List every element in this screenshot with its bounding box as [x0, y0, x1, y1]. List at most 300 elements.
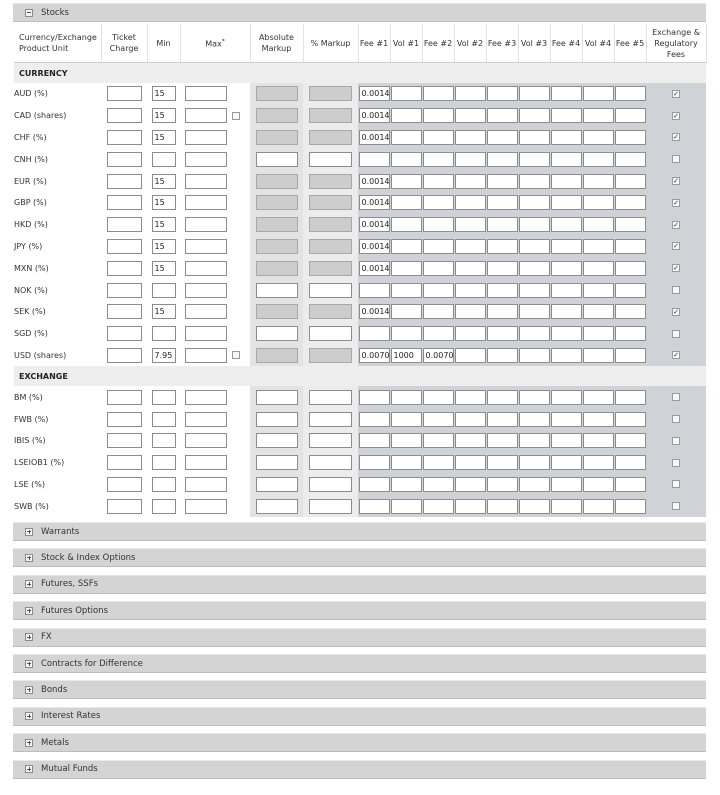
- pct-markup-input[interactable]: [309, 477, 352, 492]
- regulatory-fees-checkbox[interactable]: [672, 330, 680, 338]
- regulatory-fees-checkbox[interactable]: [672, 437, 680, 445]
- vol4-input[interactable]: [583, 152, 614, 167]
- max-input[interactable]: [185, 348, 227, 363]
- vol2-input[interactable]: [455, 390, 486, 405]
- vol3-input[interactable]: [519, 390, 550, 405]
- vol1-input[interactable]: [391, 304, 422, 319]
- vol3-input[interactable]: [519, 174, 550, 189]
- vol2-input[interactable]: [455, 433, 486, 448]
- ticket-charge-input[interactable]: [107, 455, 142, 470]
- fee1-input[interactable]: 0.0014: [359, 304, 390, 319]
- fee3-input[interactable]: [487, 195, 518, 210]
- fee3-input[interactable]: [487, 283, 518, 298]
- fee5-input[interactable]: [615, 348, 646, 363]
- min-input[interactable]: [152, 283, 176, 298]
- max-input[interactable]: [185, 108, 227, 123]
- fee4-input[interactable]: [551, 433, 582, 448]
- expand-icon[interactable]: [25, 554, 33, 562]
- ticket-charge-input[interactable]: [107, 412, 142, 427]
- fee2-input[interactable]: [423, 86, 454, 101]
- ticket-charge-input[interactable]: [107, 477, 142, 492]
- fee4-input[interactable]: [551, 455, 582, 470]
- fee3-input[interactable]: [487, 152, 518, 167]
- fee2-input[interactable]: [423, 195, 454, 210]
- min-input[interactable]: [152, 455, 176, 470]
- min-input[interactable]: [152, 477, 176, 492]
- vol2-input[interactable]: [455, 348, 486, 363]
- vol1-input[interactable]: [391, 283, 422, 298]
- fee1-input[interactable]: 0.0014: [359, 130, 390, 145]
- vol2-input[interactable]: [455, 86, 486, 101]
- regulatory-fees-checkbox[interactable]: [672, 415, 680, 423]
- section-header-bonds[interactable]: [13, 680, 706, 699]
- absolute-markup-input[interactable]: [256, 477, 298, 492]
- vol3-input[interactable]: [519, 283, 550, 298]
- max-checkbox[interactable]: [232, 351, 240, 359]
- fee4-input[interactable]: [551, 239, 582, 254]
- fee5-input[interactable]: [615, 499, 646, 514]
- vol3-input[interactable]: [519, 195, 550, 210]
- max-input[interactable]: [185, 174, 227, 189]
- section-header-stock-index-options[interactable]: [13, 548, 706, 567]
- fee3-input[interactable]: [487, 304, 518, 319]
- fee1-input[interactable]: 0.0014: [359, 217, 390, 232]
- vol2-input[interactable]: [455, 152, 486, 167]
- vol1-input[interactable]: [391, 174, 422, 189]
- vol2-input[interactable]: [455, 130, 486, 145]
- fee3-input[interactable]: [487, 455, 518, 470]
- vol3-input[interactable]: [519, 239, 550, 254]
- vol1-input[interactable]: [391, 217, 422, 232]
- vol3-input[interactable]: [519, 304, 550, 319]
- vol1-input[interactable]: [391, 477, 422, 492]
- fee2-input[interactable]: [423, 455, 454, 470]
- fee4-input[interactable]: [551, 86, 582, 101]
- fee1-input[interactable]: [359, 433, 390, 448]
- regulatory-fees-checkbox[interactable]: [672, 199, 680, 207]
- absolute-markup-input[interactable]: [256, 412, 298, 427]
- vol1-input[interactable]: 1000: [391, 348, 422, 363]
- vol2-input[interactable]: [455, 239, 486, 254]
- vol1-input[interactable]: [391, 412, 422, 427]
- fee3-input[interactable]: [487, 348, 518, 363]
- absolute-markup-input[interactable]: [256, 390, 298, 405]
- fee4-input[interactable]: [551, 217, 582, 232]
- pct-markup-input[interactable]: [309, 326, 352, 341]
- max-input[interactable]: [185, 477, 227, 492]
- fee5-input[interactable]: [615, 412, 646, 427]
- fee3-input[interactable]: [487, 217, 518, 232]
- absolute-markup-input[interactable]: [256, 433, 298, 448]
- expand-icon[interactable]: [25, 739, 33, 747]
- fee2-input[interactable]: [423, 239, 454, 254]
- min-input[interactable]: [152, 152, 176, 167]
- expand-icon[interactable]: [25, 580, 33, 588]
- ticket-charge-input[interactable]: [107, 326, 142, 341]
- vol4-input[interactable]: [583, 174, 614, 189]
- ticket-charge-input[interactable]: [107, 108, 142, 123]
- vol1-input[interactable]: [391, 108, 422, 123]
- fee2-input[interactable]: [423, 477, 454, 492]
- fee3-input[interactable]: [487, 412, 518, 427]
- fee5-cell: [614, 386, 646, 408]
- regulatory-fees-checkbox[interactable]: [672, 177, 680, 185]
- section-header-stocks[interactable]: [13, 3, 706, 22]
- max-input[interactable]: [185, 152, 227, 167]
- fee1-input[interactable]: 0.0014: [359, 86, 390, 101]
- fee1-input[interactable]: 0.0014: [359, 239, 390, 254]
- section-header-warrants[interactable]: [13, 522, 706, 541]
- section-header-metals[interactable]: [13, 733, 706, 752]
- fee5-input[interactable]: [615, 152, 646, 167]
- regulatory-fees-checkbox[interactable]: [672, 133, 680, 141]
- expand-icon[interactable]: [25, 660, 33, 668]
- pct-markup-input[interactable]: [309, 152, 352, 167]
- min-input[interactable]: 15: [152, 239, 176, 254]
- expand-icon[interactable]: [25, 607, 33, 615]
- vol1-input[interactable]: [391, 261, 422, 276]
- pct-markup-input[interactable]: [309, 412, 352, 427]
- fee1-input[interactable]: 0.0014: [359, 174, 390, 189]
- vol4-input[interactable]: [583, 412, 614, 427]
- regulatory-fees-checkbox[interactable]: [672, 308, 680, 316]
- absolute-markup-input[interactable]: [256, 326, 298, 341]
- regulatory-fees-checkbox[interactable]: [672, 221, 680, 229]
- vol2-input[interactable]: [455, 195, 486, 210]
- fee1-input[interactable]: [359, 477, 390, 492]
- fee4-input[interactable]: [551, 108, 582, 123]
- fee1-input[interactable]: 0.0070: [359, 348, 390, 363]
- expand-icon[interactable]: [25, 765, 33, 773]
- vol3-input[interactable]: [519, 433, 550, 448]
- expand-icon[interactable]: [25, 633, 33, 641]
- fee5-input[interactable]: [615, 86, 646, 101]
- vol2-input[interactable]: [455, 499, 486, 514]
- vol2-input[interactable]: [455, 455, 486, 470]
- max-cell: [180, 127, 250, 149]
- fee5-input[interactable]: [615, 433, 646, 448]
- vol3-input[interactable]: [519, 86, 550, 101]
- fee4-input[interactable]: [551, 130, 582, 145]
- regulatory-fees-checkbox[interactable]: [672, 393, 680, 401]
- vol2-input[interactable]: [455, 304, 486, 319]
- fee5-input[interactable]: [615, 239, 646, 254]
- ticket-charge-input[interactable]: [107, 130, 142, 145]
- section-header-futures-options[interactable]: [13, 601, 706, 620]
- pct-markup-input[interactable]: [309, 499, 352, 514]
- fee3-input[interactable]: [487, 130, 518, 145]
- min-input[interactable]: 15: [152, 304, 176, 319]
- section-header-contracts-for-difference[interactable]: [13, 654, 706, 673]
- vol3-input[interactable]: [519, 477, 550, 492]
- ticket-charge-input[interactable]: [107, 152, 142, 167]
- fee1-input[interactable]: 0.0014: [359, 261, 390, 276]
- vol4-input[interactable]: [583, 499, 614, 514]
- fee4-input[interactable]: [551, 412, 582, 427]
- fee2-input[interactable]: [423, 499, 454, 514]
- fee4-input[interactable]: [551, 499, 582, 514]
- vol1-input[interactable]: [391, 499, 422, 514]
- fee2-input[interactable]: [423, 174, 454, 189]
- fee5-input[interactable]: [615, 174, 646, 189]
- ticket-charge-input[interactable]: [107, 195, 142, 210]
- vol4-input[interactable]: [583, 326, 614, 341]
- pct-markup-input[interactable]: [309, 283, 352, 298]
- fee4-input[interactable]: [551, 304, 582, 319]
- max-input[interactable]: [185, 217, 227, 232]
- fee2-input[interactable]: [423, 152, 454, 167]
- ticket-charge-input[interactable]: [107, 304, 142, 319]
- fee2-input[interactable]: [423, 304, 454, 319]
- fee1-input[interactable]: [359, 152, 390, 167]
- vol2-input[interactable]: [455, 217, 486, 232]
- fee3-input[interactable]: [487, 261, 518, 276]
- expand-icon[interactable]: [25, 528, 33, 536]
- expand-icon[interactable]: [25, 712, 33, 720]
- min-input[interactable]: 15: [152, 174, 176, 189]
- vol4-input[interactable]: [583, 390, 614, 405]
- vol4-input[interactable]: [583, 217, 614, 232]
- vol2-input[interactable]: [455, 174, 486, 189]
- ticket-charge-input[interactable]: [107, 283, 142, 298]
- regulatory-fees-checkbox[interactable]: [672, 155, 680, 163]
- fee1-input[interactable]: [359, 455, 390, 470]
- vol4-input[interactable]: [583, 108, 614, 123]
- pct-markup-input[interactable]: [309, 433, 352, 448]
- vol1-input[interactable]: [391, 455, 422, 470]
- fee2-input[interactable]: [423, 390, 454, 405]
- fee1-input[interactable]: 0.0014: [359, 195, 390, 210]
- fee3-input[interactable]: [487, 390, 518, 405]
- fee1-input[interactable]: [359, 326, 390, 341]
- vol4-input[interactable]: [583, 195, 614, 210]
- ticket-charge-input[interactable]: [107, 239, 142, 254]
- max-input[interactable]: [185, 412, 227, 427]
- fee5-input[interactable]: [615, 390, 646, 405]
- max-input[interactable]: [185, 86, 227, 101]
- absolute-markup-input[interactable]: [256, 152, 298, 167]
- max-input[interactable]: [185, 130, 227, 145]
- vol1-input[interactable]: [391, 390, 422, 405]
- fee1-input[interactable]: [359, 390, 390, 405]
- fee3-input[interactable]: [487, 499, 518, 514]
- max-input[interactable]: [185, 499, 227, 514]
- fee2-cell: [422, 236, 454, 258]
- fee1-input[interactable]: [359, 412, 390, 427]
- ticket-charge-input[interactable]: [107, 86, 142, 101]
- fee1-input[interactable]: 0.0014: [359, 108, 390, 123]
- fee4-input[interactable]: [551, 477, 582, 492]
- vol1-input[interactable]: [391, 239, 422, 254]
- min-input[interactable]: 15: [152, 130, 176, 145]
- regulatory-fees-checkbox[interactable]: [672, 112, 680, 120]
- min-input[interactable]: 15: [152, 86, 176, 101]
- regulatory-fees-checkbox[interactable]: [672, 264, 680, 272]
- fee5-input[interactable]: [615, 108, 646, 123]
- fee1-input[interactable]: [359, 283, 390, 298]
- fee3-input[interactable]: [487, 326, 518, 341]
- expand-icon[interactable]: [25, 686, 33, 694]
- vol3-input[interactable]: [519, 455, 550, 470]
- min-input[interactable]: [152, 326, 176, 341]
- vol3-input[interactable]: [519, 217, 550, 232]
- fee4-input[interactable]: [551, 348, 582, 363]
- absolute-markup-input[interactable]: [256, 455, 298, 470]
- fee5-input[interactable]: [615, 130, 646, 145]
- ticket-cell: [101, 408, 147, 430]
- fee2-input[interactable]: [423, 283, 454, 298]
- absolute-markup-input: [256, 304, 298, 319]
- min-input[interactable]: 15: [152, 108, 176, 123]
- fee3-input[interactable]: [487, 239, 518, 254]
- fee4-input[interactable]: [551, 326, 582, 341]
- fee5-input[interactable]: [615, 304, 646, 319]
- vol3-input[interactable]: [519, 261, 550, 276]
- fee5-input[interactable]: [615, 261, 646, 276]
- vol1-input[interactable]: [391, 195, 422, 210]
- vol3-input[interactable]: [519, 499, 550, 514]
- vol2-input[interactable]: [455, 412, 486, 427]
- regulatory-fees-checkbox[interactable]: [672, 90, 680, 98]
- section-header-futures-ssfs[interactable]: [13, 575, 706, 594]
- ticket-charge-input[interactable]: [107, 499, 142, 514]
- vol4-input[interactable]: [583, 130, 614, 145]
- fee5-input[interactable]: [615, 283, 646, 298]
- fee4-input[interactable]: [551, 283, 582, 298]
- regulatory-fees-checkbox[interactable]: [672, 480, 680, 488]
- vol3-input[interactable]: [519, 412, 550, 427]
- vol4-input[interactable]: [583, 304, 614, 319]
- max-input[interactable]: [185, 195, 227, 210]
- vol1-input[interactable]: [391, 152, 422, 167]
- vol3-input[interactable]: [519, 326, 550, 341]
- fee5-input[interactable]: [615, 195, 646, 210]
- absolute-markup-cell: [250, 83, 303, 105]
- vol3-input[interactable]: [519, 152, 550, 167]
- pct-markup-input: [309, 130, 352, 145]
- vol1-cell: [390, 345, 422, 367]
- min-input[interactable]: 15: [152, 195, 176, 210]
- max-input[interactable]: [185, 261, 227, 276]
- regulatory-fees-checkbox[interactable]: [672, 459, 680, 467]
- collapse-icon[interactable]: [25, 9, 33, 17]
- vol1-input[interactable]: [391, 433, 422, 448]
- fee2-input[interactable]: 0.0070: [423, 348, 454, 363]
- fee4-input[interactable]: [551, 390, 582, 405]
- fee4-input[interactable]: [551, 152, 582, 167]
- vol2-input[interactable]: [455, 261, 486, 276]
- absolute-markup-input[interactable]: [256, 283, 298, 298]
- fee4-input[interactable]: [551, 174, 582, 189]
- fee3-input[interactable]: [487, 174, 518, 189]
- fee2-input[interactable]: [423, 108, 454, 123]
- vol4-input[interactable]: [583, 283, 614, 298]
- fee4-input[interactable]: [551, 195, 582, 210]
- min-input[interactable]: 15: [152, 217, 176, 232]
- vol2-input[interactable]: [455, 283, 486, 298]
- min-input[interactable]: [152, 390, 176, 405]
- vol2-input[interactable]: [455, 108, 486, 123]
- vol4-input[interactable]: [583, 86, 614, 101]
- fee3-input[interactable]: [487, 86, 518, 101]
- pct-markup-input[interactable]: [309, 455, 352, 470]
- vol4-input[interactable]: [583, 239, 614, 254]
- regulatory-fees-checkbox[interactable]: [672, 286, 680, 294]
- max-input[interactable]: [185, 455, 227, 470]
- fee3-input[interactable]: [487, 433, 518, 448]
- max-input[interactable]: [185, 304, 227, 319]
- vol1-input[interactable]: [391, 326, 422, 341]
- vol3-input[interactable]: [519, 348, 550, 363]
- pct-markup-input[interactable]: [309, 390, 352, 405]
- fee4-input[interactable]: [551, 261, 582, 276]
- vol4-input[interactable]: [583, 433, 614, 448]
- ticket-charge-input[interactable]: [107, 174, 142, 189]
- max-input[interactable]: [185, 390, 227, 405]
- max-input[interactable]: [185, 433, 227, 448]
- fee2-input[interactable]: [423, 433, 454, 448]
- vol4-input[interactable]: [583, 348, 614, 363]
- min-input[interactable]: 15: [152, 261, 176, 276]
- fee3-input[interactable]: [487, 108, 518, 123]
- absolute-markup-input: [256, 108, 298, 123]
- min-input[interactable]: 7.95: [152, 348, 176, 363]
- vol1-input[interactable]: [391, 86, 422, 101]
- fee2-input[interactable]: [423, 217, 454, 232]
- fee3-input[interactable]: [487, 477, 518, 492]
- fee1-input[interactable]: [359, 499, 390, 514]
- absolute-markup-input[interactable]: [256, 499, 298, 514]
- section-header-fx[interactable]: [13, 628, 706, 647]
- fee5-input[interactable]: [615, 326, 646, 341]
- vol2-input[interactable]: [455, 477, 486, 492]
- ticket-charge-input[interactable]: [107, 217, 142, 232]
- regulatory-fees-checkbox[interactable]: [672, 242, 680, 250]
- vol2-input[interactable]: [455, 326, 486, 341]
- vol4-input[interactable]: [583, 455, 614, 470]
- vol3-input[interactable]: [519, 130, 550, 145]
- fee2-input[interactable]: [423, 412, 454, 427]
- fee5-input[interactable]: [615, 217, 646, 232]
- section-header-mutual-funds[interactable]: [13, 760, 706, 779]
- fee2-input[interactable]: [423, 130, 454, 145]
- section-header-interest-rates[interactable]: [13, 707, 706, 726]
- vol3-input[interactable]: [519, 108, 550, 123]
- section-title: Stock & Index Options: [41, 552, 136, 563]
- ticket-charge-input[interactable]: [107, 390, 142, 405]
- fee2-input[interactable]: [423, 261, 454, 276]
- ticket-charge-input[interactable]: [107, 261, 142, 276]
- min-input[interactable]: [152, 433, 176, 448]
- min-cell: [147, 323, 180, 345]
- fee5-input[interactable]: [615, 477, 646, 492]
- vol4-input[interactable]: [583, 261, 614, 276]
- min-input[interactable]: [152, 499, 176, 514]
- vol1-input[interactable]: [391, 130, 422, 145]
- fee2-input[interactable]: [423, 326, 454, 341]
- ticket-charge-input[interactable]: [107, 348, 142, 363]
- max-input[interactable]: [185, 326, 227, 341]
- vol4-input[interactable]: [583, 477, 614, 492]
- regulatory-fees-checkbox[interactable]: [672, 502, 680, 510]
- max-checkbox[interactable]: [232, 112, 240, 120]
- ticket-charge-input[interactable]: [107, 433, 142, 448]
- min-input[interactable]: [152, 412, 176, 427]
- fee5-input[interactable]: [615, 455, 646, 470]
- max-input[interactable]: [185, 283, 227, 298]
- max-input[interactable]: [185, 239, 227, 254]
- regulatory-fees-checkbox[interactable]: [672, 351, 680, 359]
